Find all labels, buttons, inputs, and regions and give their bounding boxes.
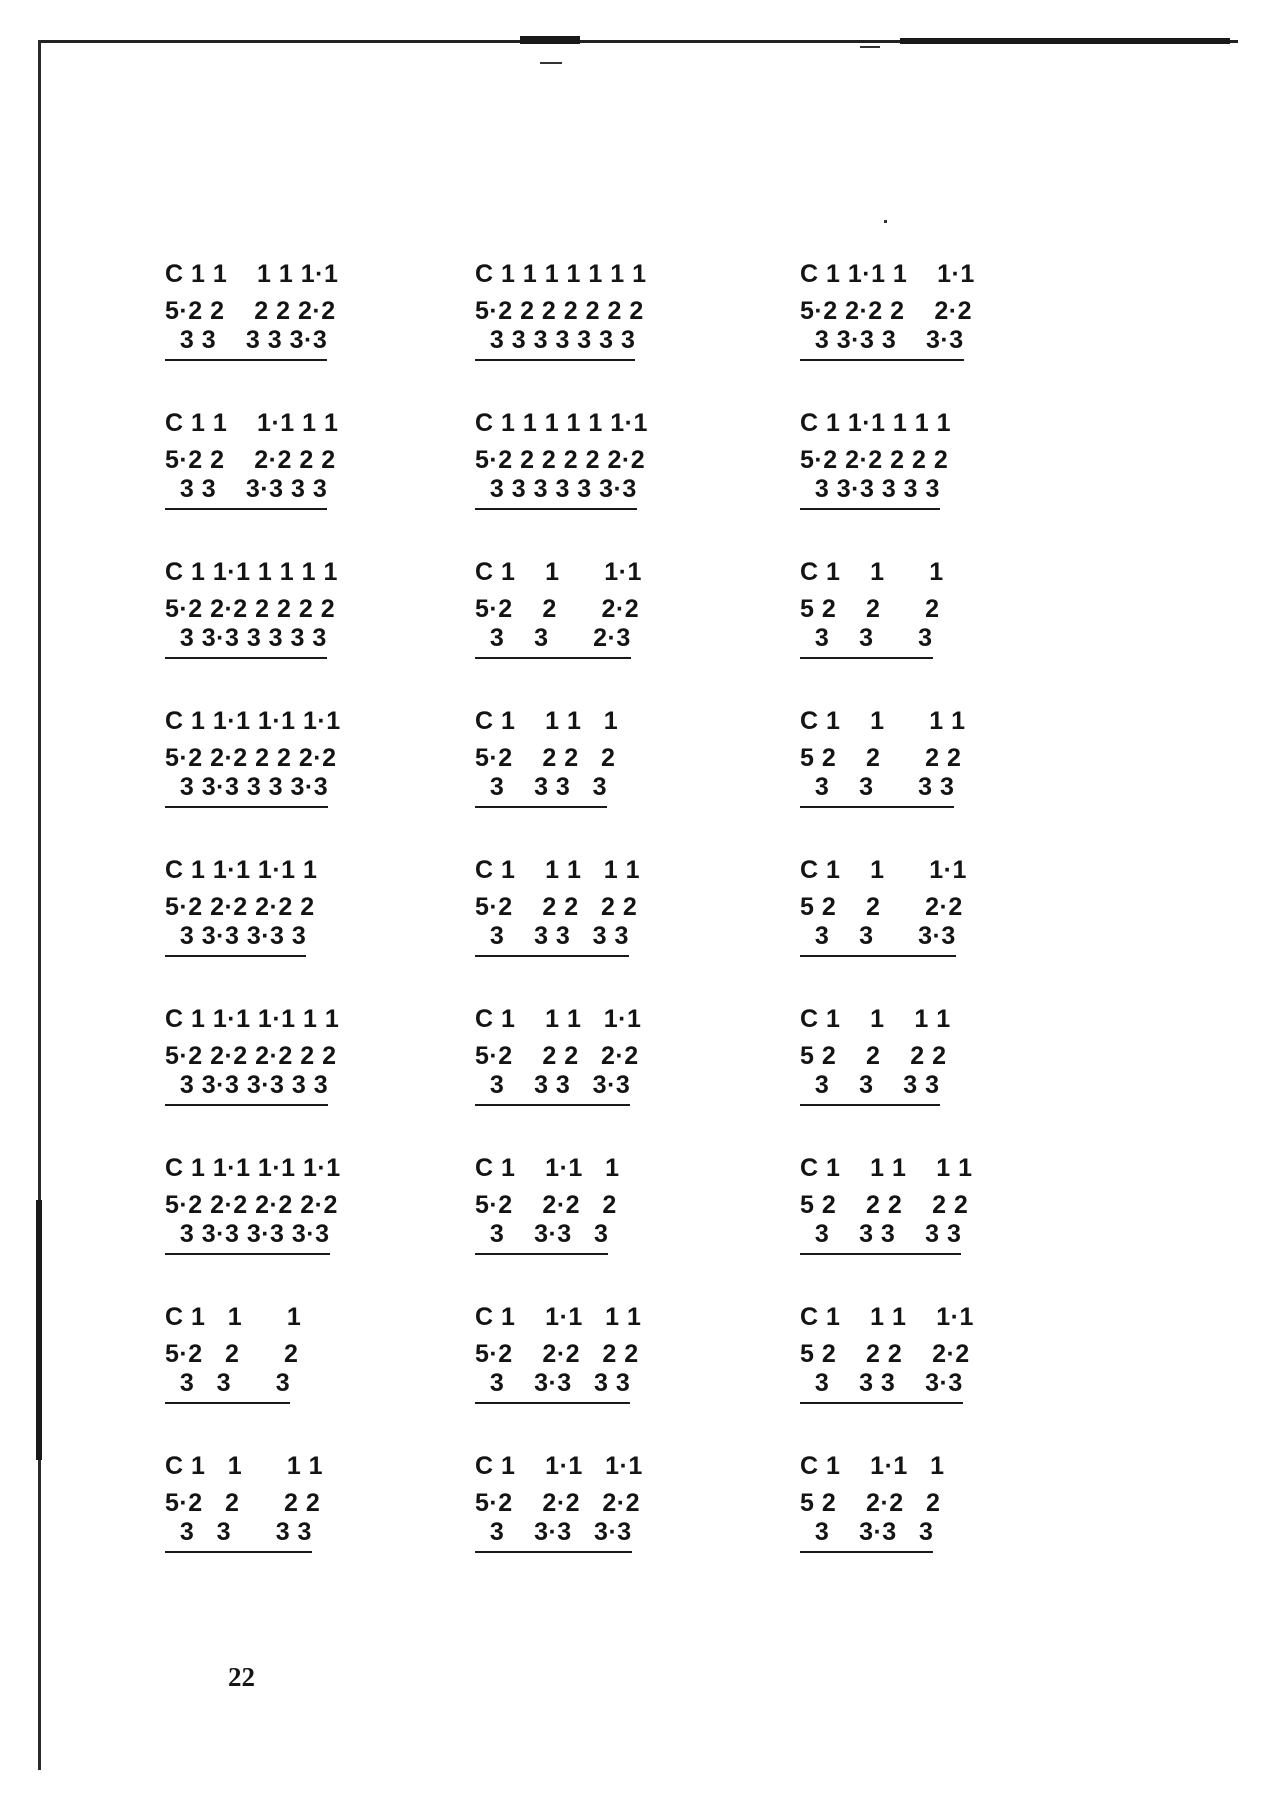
notation-row: [165, 1007, 1085, 1127]
notation-line-top: C 1 1 1·1: [800, 856, 967, 884]
notation-line-mid: 5·2 2·2 2·2: [475, 1489, 641, 1517]
notation-line-bot: 3 3 3·3: [800, 924, 956, 957]
notation-line-bot: 3 3·3 3 3·3: [800, 328, 964, 361]
notation-line-top: C 1 1 1 1: [165, 1452, 324, 1480]
notation-line-mid: 5·2 2 2 2: [475, 744, 616, 772]
notation-line-mid: 5·2 2 2·2: [475, 595, 640, 623]
ink-mark: [540, 62, 562, 64]
notation-line-mid: 5·2 2 2 2 2·2: [165, 297, 336, 325]
notation-line-top: C 1 1 1 1 1: [475, 856, 641, 884]
notation-line-top: C 1 1 1·1 1 1: [165, 409, 339, 437]
notation-line-mid: 5·2 2·2 2·2 2: [165, 893, 315, 921]
notation-line-mid: 5·2 2·2 2: [475, 1191, 617, 1219]
notation-line-bot: 3 3 3 3 3: [800, 1222, 961, 1255]
notation-line-bot: 3 3 3 3·3: [475, 1073, 630, 1106]
notation-line-mid: 5·2 2 2 2: [165, 1489, 321, 1517]
notation-line-bot: 3 3 3 3: [165, 1520, 312, 1553]
notation-line-bot: 3 3 3 3: [800, 1073, 940, 1106]
notation-row: [165, 858, 1085, 978]
notation-line-top: C 1 1·1 1·1 1 1: [165, 1005, 340, 1033]
notation-line-mid: 5 2 2 2 2: [800, 1042, 947, 1070]
notation-line-mid: 5·2 2·2 2 2 2 2: [165, 595, 336, 623]
notation-line-bot: 3 3 3·3 3 3: [165, 477, 327, 510]
notation-line-top: C 1 1·1 1 1 1: [800, 409, 952, 437]
notation-line-bot: 3 3·3 3·3 3: [165, 924, 306, 957]
notation-row: [165, 1156, 1085, 1276]
notation-line-bot: 3 3·3 3: [800, 1520, 933, 1553]
notation-line-top: C 1 1·1 1·1 1·1: [165, 1154, 341, 1182]
notation-line-bot: 3 3 2·3: [475, 626, 631, 659]
notation-line-bot: 3 3·3 3 3 3: [800, 477, 940, 510]
page-number: 22: [228, 1662, 255, 1692]
notation-line-bot: 3 3·3 3·3 3·3: [165, 1222, 330, 1255]
notation-line-mid: 5·2 2 2 2 2: [475, 893, 638, 921]
notation-line-mid: 5·2 2 2 2 2 2·2: [475, 446, 646, 474]
notation-line-mid: 5·2 2 2 2·2: [475, 1042, 639, 1070]
notation-line-top: C 1 1·1 1 1 1 1: [165, 558, 338, 586]
notation-line-bot: 3 3 3 3: [800, 775, 954, 808]
notation-line-mid: 5 2 2·2 2: [800, 1489, 941, 1517]
notation-line-top: C 1 1 1 1: [475, 707, 619, 735]
notation-line-bot: 3 3 3 3 3 3·3: [475, 477, 637, 510]
notation-line-mid: 5·2 2·2 2 2 2·2: [165, 744, 337, 772]
notation-row: [165, 709, 1085, 829]
left-border-rule: [38, 40, 41, 1770]
notation-line-bot: 3 3 3 3 3: [475, 924, 629, 957]
notation-line-mid: 5 2 2 2·2: [800, 893, 963, 921]
notation-line-bot: 3 3·3 3 3 3·3: [165, 775, 328, 808]
notation-line-bot: 3 3 3: [800, 626, 933, 659]
notation-line-top: C 1 1 1 1: [800, 707, 966, 735]
notation-line-top: C 1 1·1 1 1: [475, 1303, 642, 1331]
notation-row: [165, 1305, 1085, 1425]
notation-row: [165, 411, 1085, 531]
notation-line-top: C 1 1 1 1·1: [475, 1005, 642, 1033]
notation-line-top: C 1 1 1: [165, 1303, 302, 1331]
notation-line-mid: 5 2 2 2: [800, 595, 940, 623]
notation-line-bot: 3 3 3 3: [475, 775, 607, 808]
ink-mark: [860, 46, 880, 48]
top-border-ink-smudge: [520, 36, 580, 44]
left-border-ink-band: [36, 1200, 42, 1460]
notation-line-top: C 1 1 1 1 1 1·1: [475, 409, 648, 437]
notation-line-mid: 5·2 2 2·2 2 2: [165, 446, 336, 474]
notation-line-top: C 1 1 1: [800, 558, 944, 586]
notation-line-mid: 5·2 2·2 2·2 2 2: [165, 1042, 337, 1070]
notation-line-top: C 1 1 1·1: [475, 558, 642, 586]
top-border-ink-band: [900, 38, 1230, 44]
notation-row: [165, 262, 1085, 382]
notation-line-bot: 3 3·3 3 3: [475, 1371, 630, 1404]
notation-line-bot: 3 3 3: [165, 1371, 290, 1404]
notation-line-bot: 3 3·3 3: [475, 1222, 608, 1255]
notation-line-bot: 3 3·3 3·3 3 3: [165, 1073, 328, 1106]
notation-line-top: C 1 1 1 1 1: [800, 1154, 973, 1182]
notation-line-top: C 1 1 1 1·1: [800, 1303, 974, 1331]
notation-line-top: C 1 1·1 1·1: [475, 1452, 643, 1480]
notation-line-mid: 5 2 2 2 2: [800, 744, 962, 772]
notation-line-bot: 3 3 3 3 3 3 3: [475, 328, 635, 361]
notation-line-mid: 5·2 2·2 2 2 2: [800, 446, 949, 474]
notation-line-bot: 3 3·3 3 3 3 3: [165, 626, 327, 659]
notation-row: [165, 560, 1085, 680]
notation-line-bot: 3 3 3 3·3: [800, 1371, 963, 1404]
notation-line-mid: 5·2 2·2 2·2 2·2: [165, 1191, 338, 1219]
notation-line-mid: 5 2 2 2 2 2: [800, 1191, 969, 1219]
notation-line-mid: 5·2 2 2 2 2 2 2: [475, 297, 644, 325]
notation-line-mid: 5·2 2 2: [165, 1340, 299, 1368]
notation-line-top: C 1 1·1 1: [800, 1452, 945, 1480]
notation-line-mid: 5·2 2·2 2 2: [475, 1340, 639, 1368]
notation-line-bot: 3 3·3 3·3: [475, 1520, 632, 1553]
notation-line-bot: 3 3 3 3 3·3: [165, 328, 327, 361]
notation-line-top: C 1 1 1 1 1·1: [165, 260, 339, 288]
notation-row: [165, 1454, 1085, 1574]
notation-line-top: C 1 1 1 1 1 1 1: [475, 260, 647, 288]
notation-line-mid: 5 2 2 2 2·2: [800, 1340, 970, 1368]
notation-line-top: C 1 1·1 1 1·1: [800, 260, 975, 288]
notation-line-top: C 1 1·1 1·1 1·1: [165, 707, 341, 735]
notation-line-mid: 5·2 2·2 2 2·2: [800, 297, 972, 325]
notation-line-top: C 1 1 1 1: [800, 1005, 951, 1033]
ink-dot: [884, 220, 887, 223]
notation-line-top: C 1 1·1 1·1 1: [165, 856, 318, 884]
notation-line-top: C 1 1·1 1: [475, 1154, 620, 1182]
